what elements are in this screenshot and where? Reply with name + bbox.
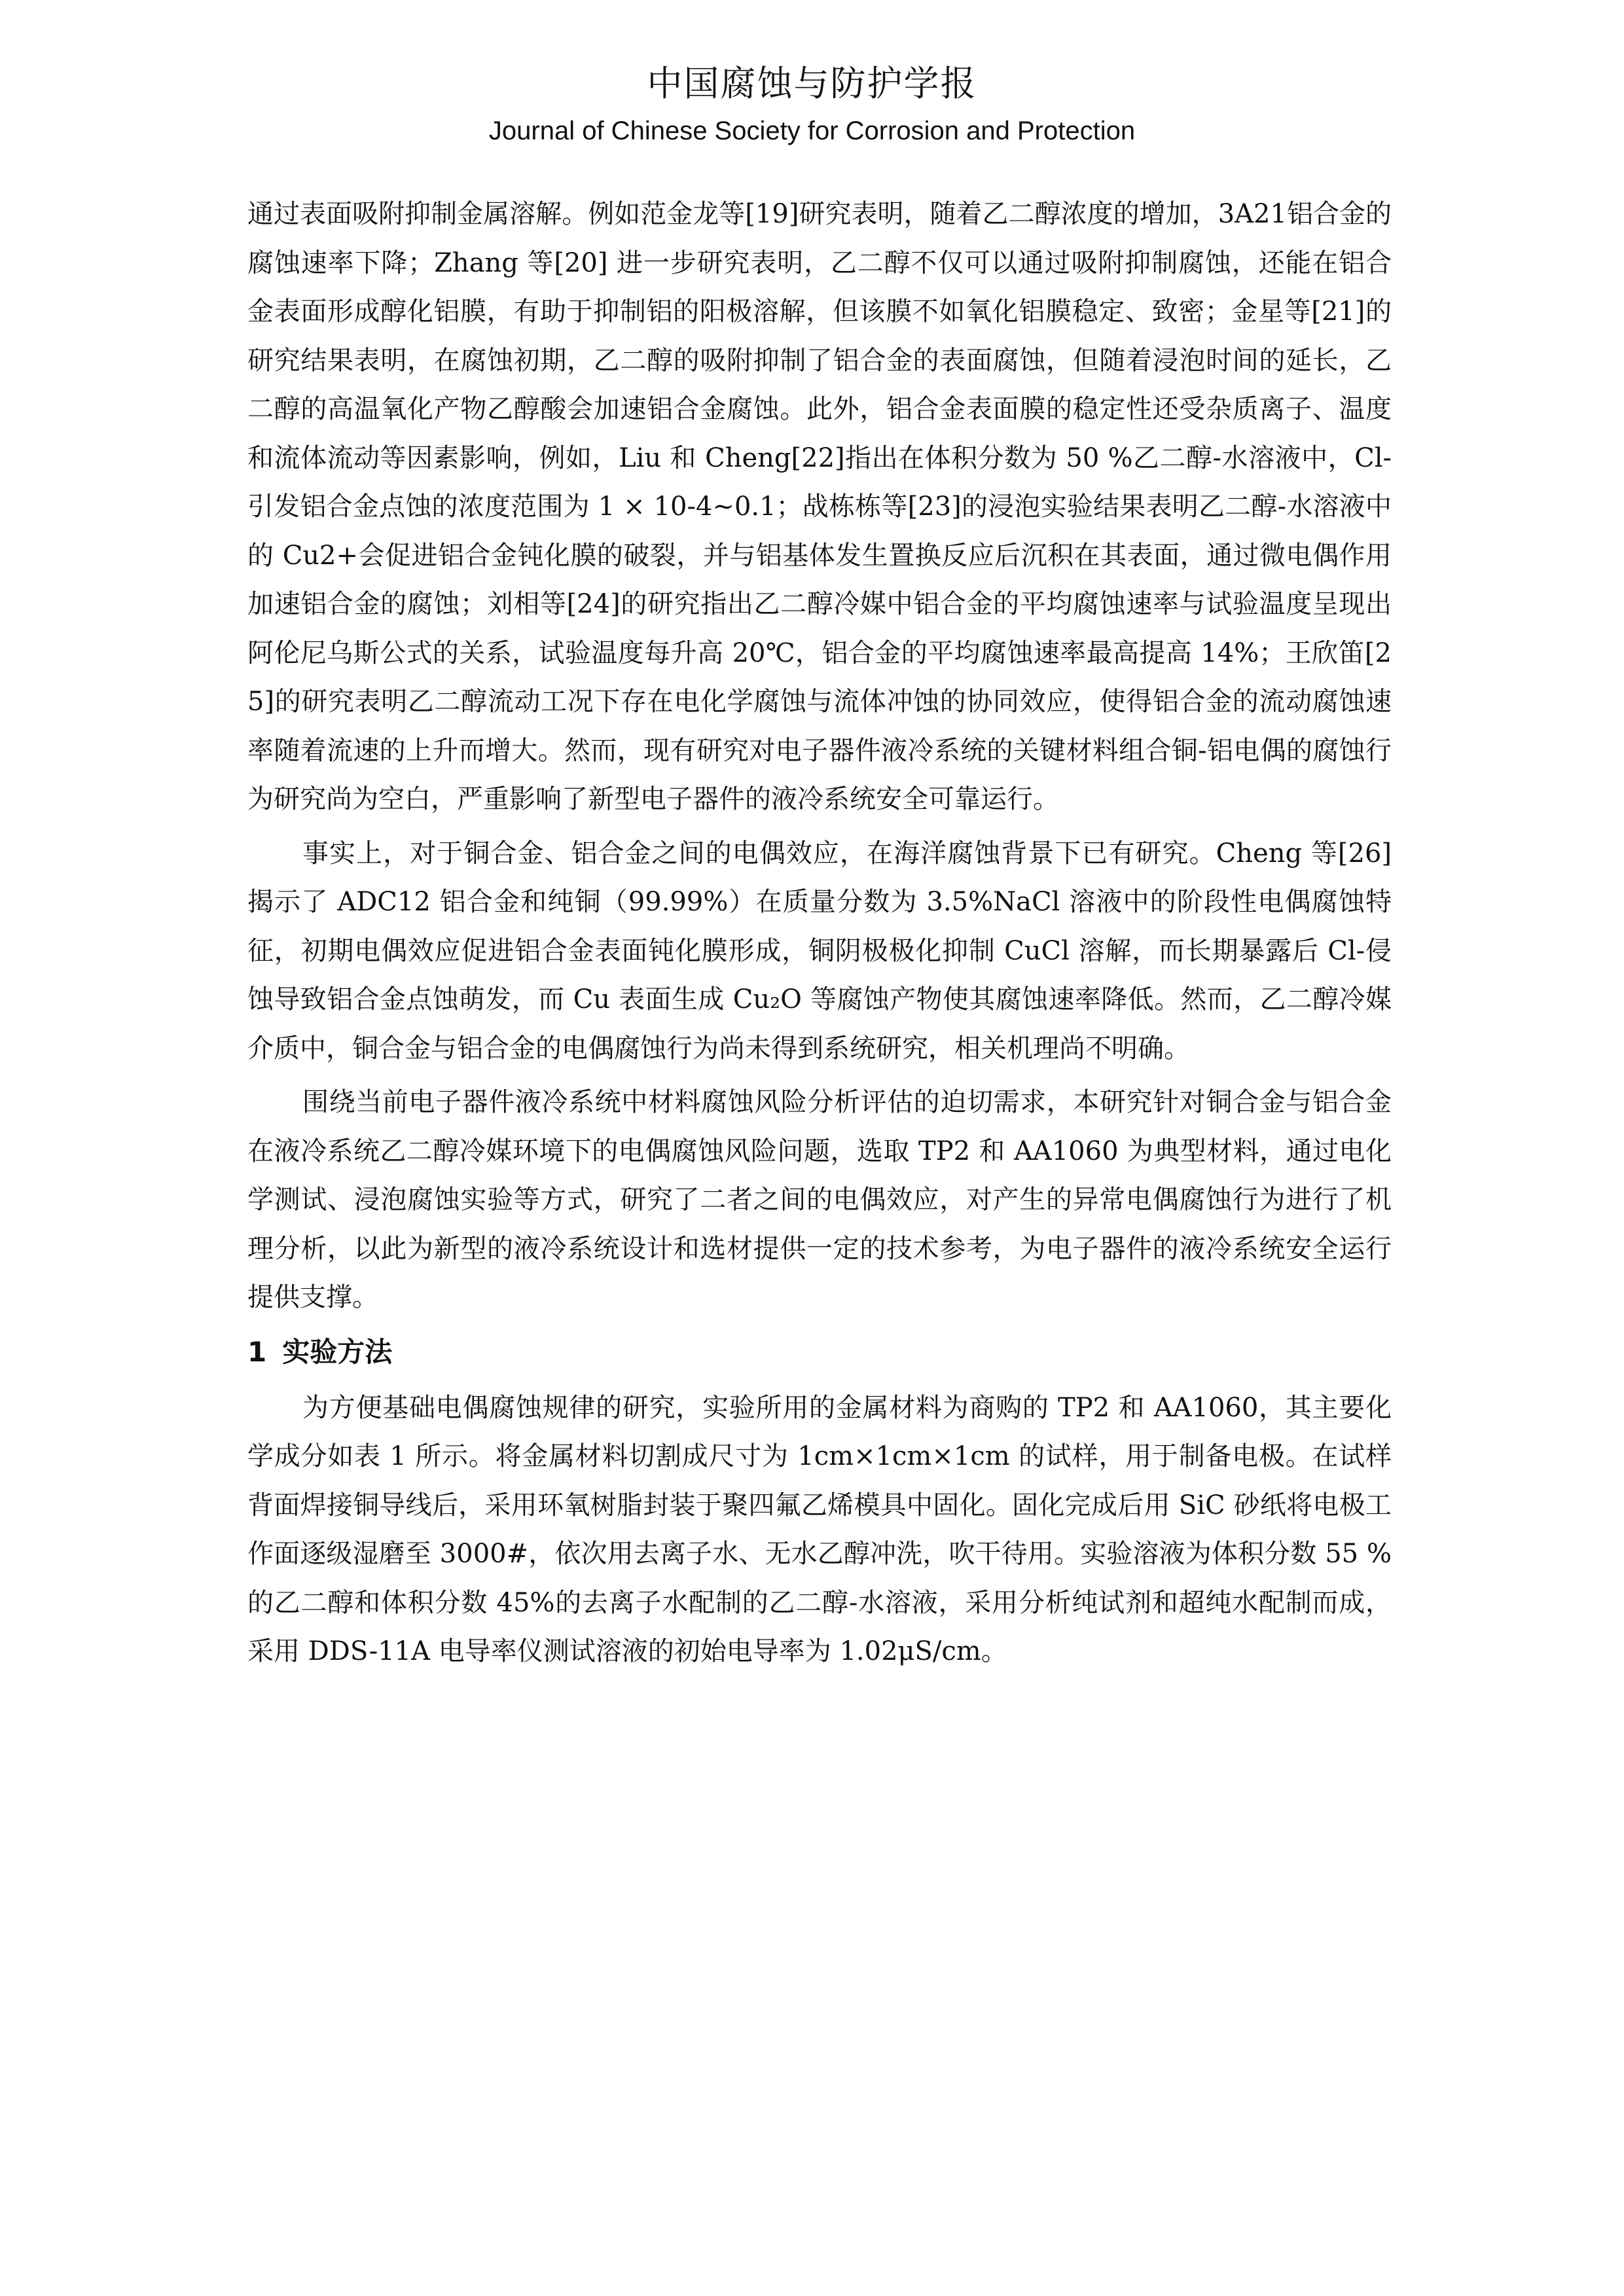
journal-header: [0, 58, 1624, 149]
paragraph-galvanic-background: 事实上，对于铜合金、铝合金之间的电偶效应，在海洋腐蚀背景下已有研究。Cheng 等[26]揭示了 ADC12 铝合金和纯铜（99.99%）在质量分数为 3.5%NaCl 溶液中的阶段性电偶腐蚀特征，初期电偶效应促进铝合金表面钝化膜形成，铜阴极极化抑制 CuCl 溶解，而长期暴露后 Cl-侵蚀导致铝合金点蚀萌发，而 Cu 表面生成 Cu₂O 等腐蚀产物使其腐蚀速率降低。然而，乙二醇冷媒介质中，铜合金与铝合金的电偶腐蚀行为尚未得到系统研究，相关机理尚不明确。: [247, 838, 1392, 1064]
section-heading-methods: [247, 1326, 1392, 1378]
body-text: [247, 190, 1392, 1676]
paragraph-intro-continued: 通过表面吸附抑制金属溶解。例如范金龙等[19]研究表明，随着乙二醇浓度的增加，3A21铝合金的腐蚀速率下降；Zhang 等[20] 进一步研究表明，乙二醇不仅可以通过吸附抑制腐蚀，还能在铝合金表面形成醇化铝膜，有助于抑制铝的阳极溶解，但该膜不如氧化铝膜稳定、致密；金星等[21]的研究结果表明，在腐蚀初期，乙二醇的吸附抑制了铝合金的表面腐蚀，但随着浸泡时间的延长，乙二醇的高温氧化产物乙醇酸会加速铝合金腐蚀。此外，铝合金表面膜的稳定性还受杂质离子、温度和流体流动等因素影响，例如，Liu 和 Cheng[22]指出在体积分数为 50 %乙二醇-水溶液中，Cl-引发铝合金点蚀的浓度范围为 1 × 10-4~0.1；战栋栋等[23]的浸泡实验结果表明乙二醇-水溶液中的 Cu2+会促进铝合金钝化膜的破裂，并与铝基体发生置换反应后沉积在其表面，通过微电偶作用加速铝合金的腐蚀；刘相等[24]的研究指出乙二醇冷媒中铝合金的平均腐蚀速率与试验温度呈现出阿伦尼乌斯公式的关系，试验温度每升高 20℃，铝合金的平均腐蚀速率最高提高 14%；王欣笛[25]的研究表明乙二醇流动工况下存在电化学腐蚀与流体冲蚀的协同效应，使得铝合金的流动腐蚀速率随着流速的上升而增大。然而，现有研究对电子器件液冷系统的关键材料组合铜-铝电偶的腐蚀行为研究尚为空白，严重影响了新型电子器件的液冷系统安全可靠运行。: [247, 199, 1392, 814]
paragraph-methods: 为方便基础电偶腐蚀规律的研究，实验所用的金属材料为商购的 TP2 和 AA1060，其主要化学成分如表 1 所示。将金属材料切割成尺寸为 1cm×1cm×1cm 的试样，用于制备电极。在试样背面焊接铜导线后，采用环氧树脂封装于聚四氟乙烯模具中固化。固化完成后用 SiC 砂纸将电极工作面逐级湿磨至 3000#，依次用去离子水、无水乙醇冲洗，吹干待用。实验溶液为体积分数 55 %的乙二醇和体积分数 45%的去离子水配制的乙二醇-水溶液，采用分析纯试剂和超纯水配制而成，采用 DDS-11A 电导率仪测试溶液的初始电导率为 1.02μS/cm。: [247, 1392, 1392, 1666]
paragraph-study-aim: 围绕当前电子器件液冷系统中材料腐蚀风险分析评估的迫切需求，本研究针对铜合金与铝合金在液冷系统乙二醇冷媒环境下的电偶腐蚀风险问题，选取 TP2 和 AA1060 为典型材料，通过电化学测试、浸泡腐蚀实验等方式，研究了二者之间的电偶效应，对产生的异常电偶腐蚀行为进行了机理分析，以此为新型的液冷系统设计和选材提供一定的技术参考，为电子器件的液冷系统安全运行提供支撑。: [247, 1087, 1392, 1312]
journal-title-zh: 中国腐蚀与防护学报: [647, 63, 977, 104]
journal-title-en: Journal of Chinese Society for Corrosion and Protection: [488, 117, 1136, 145]
section-title: 实验方法: [282, 1335, 393, 1368]
section-number: 1: [247, 1335, 267, 1368]
